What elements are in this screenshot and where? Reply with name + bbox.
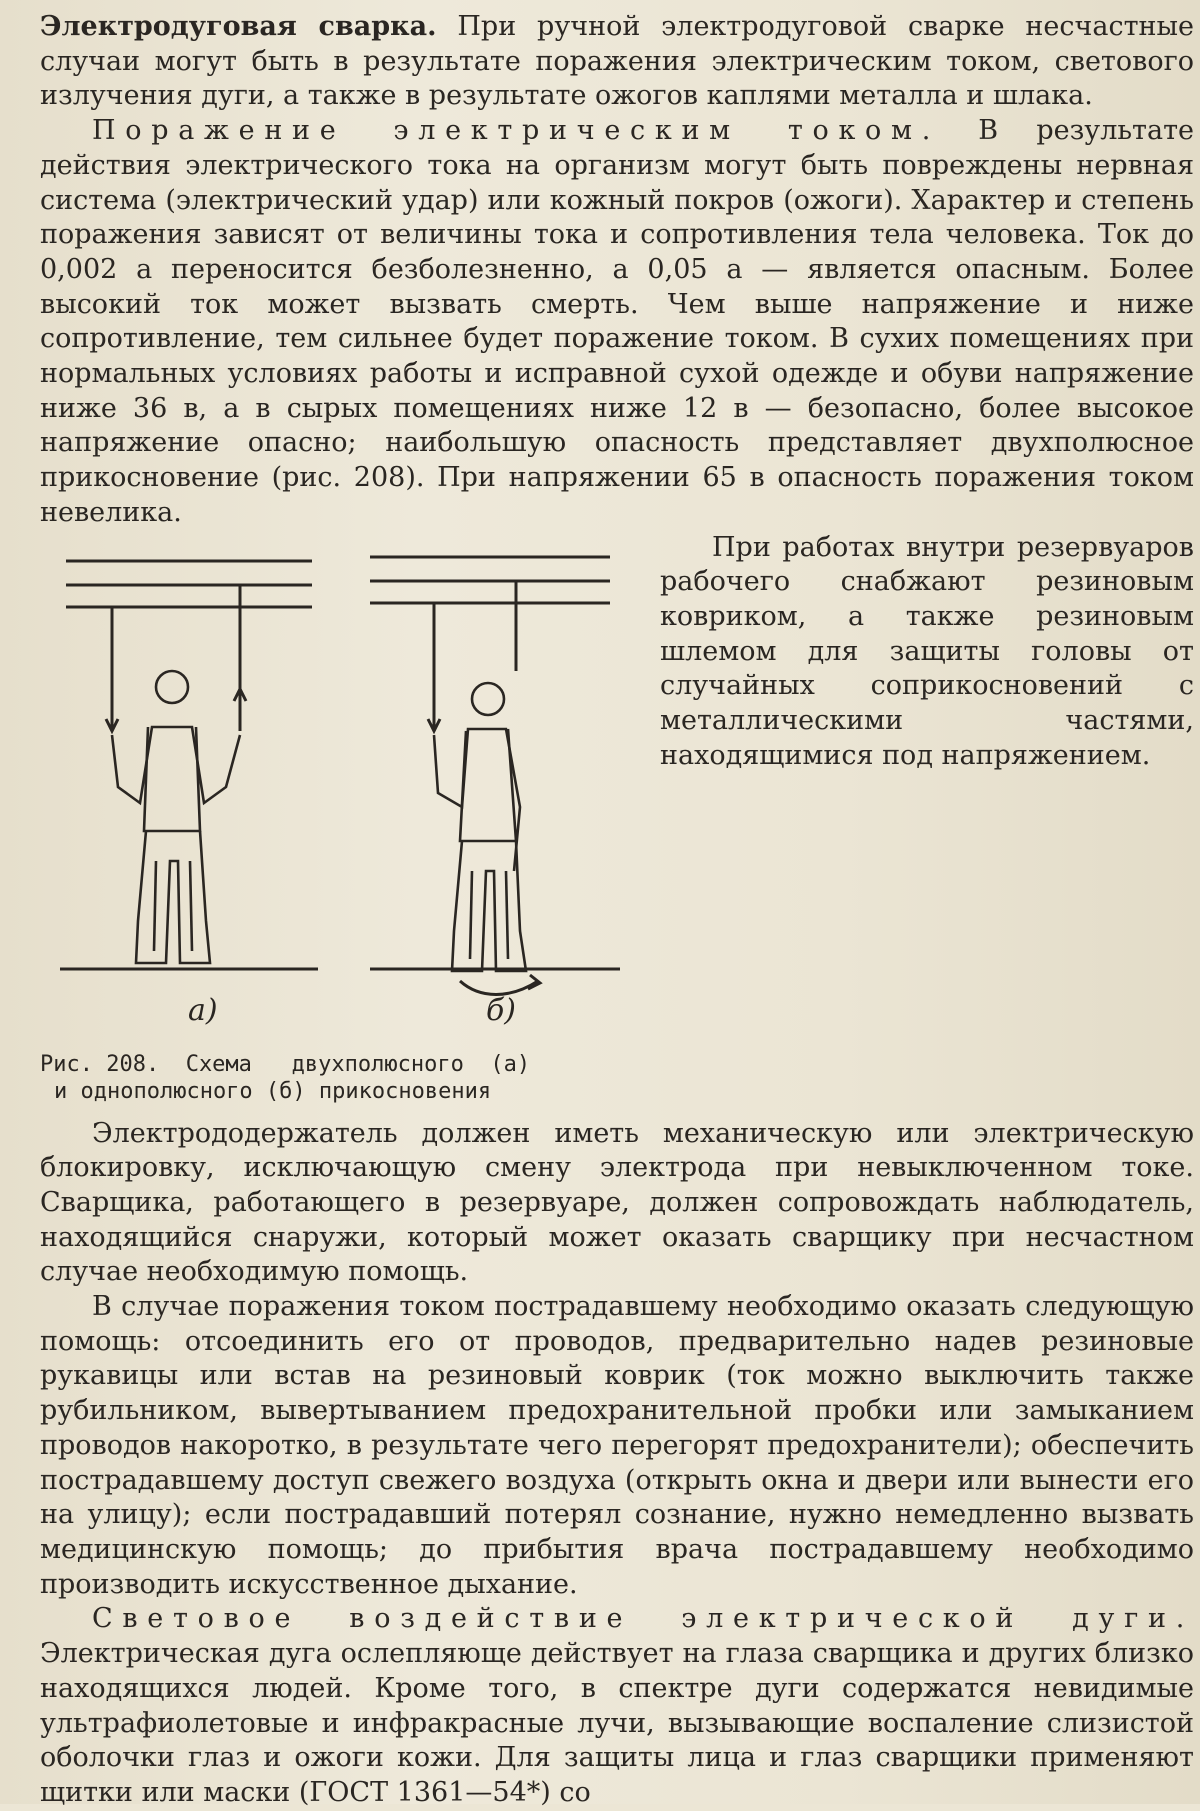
paragraph-text: Электрическая дуга ослепляюще действует на глаза сварщика и других близко находящихся людей. Кроме того, в спектре дуги содержатся невидимые ультрафиолетовые и инфракрасные лучи, вызывающие воспаление слизистой оболочки глаз и ожоги кожи. Для защиты лица и глаз сварщики применяют щитки или маски (ГОСТ 1361—54*) со (40, 1638, 1194, 1808)
figure-208-illustration (40, 531, 632, 1117)
paragraph-lead-electric-shock: Поражение электрическим током. (92, 115, 941, 147)
person-b (434, 683, 526, 971)
figure-label-a: а) (188, 992, 218, 1028)
person-a (112, 671, 240, 963)
figure-caption-line-1: Рис. 208. Схема двухполюсного (а) (40, 1051, 531, 1077)
figure-208 (40, 531, 632, 1117)
paragraph-arc-welding (40, 10, 1194, 114)
figure-caption (40, 1051, 620, 1105)
paragraph-arc-light (40, 1602, 1194, 1810)
paragraph-text: При работах внутри резервуаров рабочего снабжают резиновым ковриком, а также резиновым шлемом для защиты головы от случайных соприкосновений с металлическими частями, находящимися под напряжением. (660, 531, 1194, 771)
paragraph-text: В случае поражения током пострадавшему необходимо оказать следующую помощь: отсоединить его от проводов, предварительно надев резиновые рукавицы или встав на резиновый коврик (ток можно выключить также рубильником, вывертыванием предохранительной пробки или замыканием проводов накоротко, в результате чего перегорят предохранители); обеспечить пострадавшему доступ свежего воздуха (открыть окна и двери или вынести его на улицу); если пострадавший потерял сознание, нужно немедленно вызвать медицинскую помощь; до прибытия врача пострадавшему необходимо производить искусственное дыхание. (40, 1291, 1194, 1600)
paragraph-lead-arc-light: Световое воздействие электрической дуги. (92, 1603, 1194, 1635)
paragraph-text: Электрододержатель должен иметь механическую или электрическую блокировку, исключающую смену электрода при невыключенном токе. Сварщика, работающего в резервуаре, должен сопровождать наблюдатель, находящийся снаружи, который может оказать сварщику при несчастном случае необходимую помощь. (40, 1117, 1194, 1288)
figure-caption-line-2: и однополюсного (б) прикосновения (54, 1078, 492, 1104)
paragraph-lead-arc-welding: Электродуговая сварка. (40, 11, 437, 42)
paragraph-electric-shock (40, 114, 1194, 530)
paragraph-electrode-holder (40, 1117, 1194, 1291)
paragraph-text: В результате действия электрического тока на организм могут быть повреждены нервная система (электрический удар) или кожный покров (ожоги). Характер и степень поражения зависят от величины тока и сопротивления тела человека. Ток до 0,002 а переносится безболезненно, а 0,05 а — является опасным. Более высокий ток может вызвать смерть. Чем выше напряжение и ниже сопротивление, тем сильнее будет поражение током. В сухих помещениях при нормальных условиях работы и исправной сухой одежде и обуви напряжение ниже 36 в, а в сырых помещениях ниже 12 в — безопасно, более высокое напряжение опасно; наибольшую опасность представляет двухполюсное прикосновение (рис. 208). При напряжении 65 в опасность поражения током невелика. (40, 115, 1194, 528)
paragraph-first-aid (40, 1290, 1194, 1602)
figure-label-b: б) (486, 992, 517, 1028)
paragraph-text: При ручной электродуговой сварке несчастные случаи могут быть в результате поражения электрическим током, светового излучения дуги, а также в результате ожогов каплями металла и шлака. (40, 11, 1194, 112)
